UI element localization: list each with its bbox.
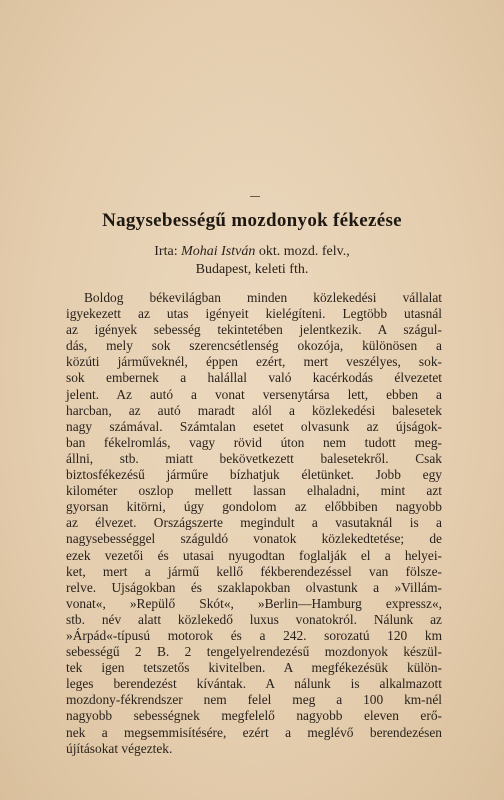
body-line: biztosfékezésű járműre bízhatjuk életünket. Jobb egy bbox=[66, 467, 442, 483]
body-line: »Árpád«-típusú motorok és a 242. sorozatú 120 km bbox=[66, 627, 442, 643]
body-line: vonat«, »Repülő Skót«, »Berlin—Hamburg expressz«, bbox=[66, 595, 442, 611]
body-line: sok embernek a halállal való kacérkodás élvezetet bbox=[66, 370, 442, 386]
byline-location: Budapest, keleti fth. bbox=[195, 262, 309, 277]
body-line: mozdony-fékrendszer nem felel meg a 100 km-nél bbox=[66, 692, 442, 708]
article-title: Nagysebességű mozdonyok fékezése bbox=[102, 210, 402, 231]
body-line: Boldog békevilágban minden közlekedési vállalat bbox=[84, 290, 442, 305]
body-line: az igények sebesség tekintetében jelentkezik. A szágul- bbox=[66, 322, 442, 338]
byline-author: Mohai István bbox=[181, 244, 256, 259]
body-line: leges berendezést kívántak. A nálunk is alkalmazott bbox=[66, 676, 442, 692]
body-line: újításokat végeztek. bbox=[66, 740, 173, 756]
body-line: harcban, az autó maradt alól a közlekedési balesetek bbox=[66, 402, 442, 418]
body-line: tek igen tetszetős kivitelben. A megfékezésük külön- bbox=[66, 660, 442, 676]
body-line: az élvezet. Országszerte megindult a vasutaknál is a bbox=[66, 515, 442, 531]
body-line: gyorsan kitörni, úgy gondolom az előbbiben nagyobb bbox=[66, 499, 442, 515]
byline-line-1 bbox=[66, 243, 438, 261]
byline-role: okt. mozd. felv., bbox=[258, 244, 350, 259]
article-header bbox=[66, 208, 438, 279]
body-line: ket, mert a jármű kellő fékberendezéssel van fölsze- bbox=[66, 563, 442, 579]
body-line: nagy számával. Számtalan esetet olvasunk az újságok- bbox=[66, 418, 442, 434]
body-line: igyekezett az utas igényeit kielégíteni. Legtöbb utasnál bbox=[66, 306, 442, 322]
body-line: dás, mely sok szerencsétlenség okozója, különösen a bbox=[66, 338, 442, 354]
header-dash bbox=[250, 196, 260, 197]
body-line: nagysebességgel száguldó vonatok közlekedtetése; de bbox=[66, 531, 442, 547]
body-line: közúti járműveknél, éppen ezért, mert veszélyes, sok- bbox=[66, 354, 442, 370]
body-line: állni, stb. miatt bekövetkezett balesetekről. Csak bbox=[66, 450, 442, 466]
body-line: jelent. Az autó a vonat versenytársa lett, ebben a bbox=[66, 386, 442, 402]
body-line: relve. Ujságokban és szaklapokban olvastunk a »Villám- bbox=[66, 579, 442, 595]
body-line: kilométer oszlop mellett lassan elhaladni, mint azt bbox=[66, 483, 442, 499]
body-line: ban fékelromlás, vagy rövid úton nem tudott meg- bbox=[66, 434, 442, 450]
body-line: ezek vezetői és utasai nyugodtan foglalják el a helyei- bbox=[66, 547, 442, 563]
body-line: stb. név alatt közlekedő luxus vonatokról. Nálunk az bbox=[66, 611, 442, 627]
article-body bbox=[66, 290, 442, 757]
body-line: nek a megsemmisítésére, ezért a meglévő berendezésen bbox=[66, 724, 442, 740]
byline bbox=[66, 243, 438, 279]
byline-prefix: Irta: bbox=[154, 244, 178, 259]
body-line: sebességű 2 B. 2 tengelyelrendezésű mozdonyok készül- bbox=[66, 644, 442, 660]
body-line: nagyobb sebességnek megfelelő nagyobb eleven erő- bbox=[66, 708, 442, 724]
